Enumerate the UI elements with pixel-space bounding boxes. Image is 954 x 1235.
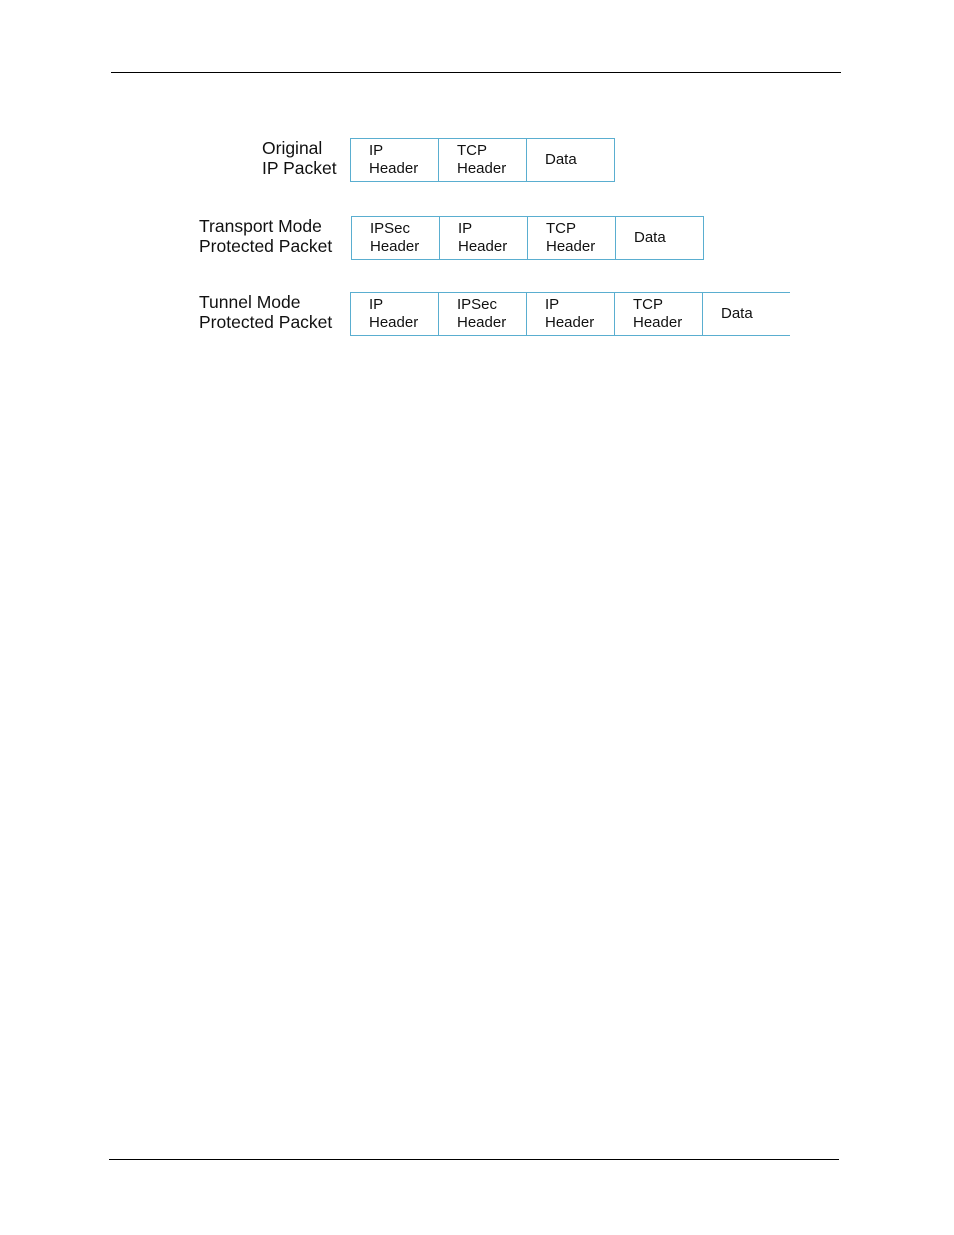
segment-line: Header xyxy=(546,238,596,255)
row-label-tunnel-mode xyxy=(199,292,332,332)
segment-tcp-header xyxy=(438,139,526,181)
footer-rule xyxy=(109,1159,839,1160)
segment-line: Header xyxy=(370,238,420,255)
segment-ipsec-header xyxy=(438,293,526,335)
segment-line: IP xyxy=(458,220,473,237)
segment-tcp-header xyxy=(614,293,702,335)
packet-row-transport-mode xyxy=(196,216,796,260)
segment-line: Header xyxy=(458,238,508,255)
segment-data xyxy=(526,139,615,181)
segment-line: Header xyxy=(369,314,419,331)
segment-line: Data xyxy=(634,229,666,246)
packet-row-tunnel-mode xyxy=(196,292,796,336)
segment-line: IPSec xyxy=(457,296,498,313)
row-label-original xyxy=(262,138,337,178)
packet-segments xyxy=(351,216,704,260)
packet-segments xyxy=(350,292,790,336)
segment-line: Data xyxy=(545,151,577,168)
segment-ip-header xyxy=(439,217,527,259)
segment-line: TCP xyxy=(457,142,487,159)
segment-ip-header xyxy=(350,139,438,181)
header-rule xyxy=(111,72,841,73)
segment-line: IPSec xyxy=(370,220,411,237)
segment-line: IP xyxy=(369,142,384,159)
ipsec-packet-diagram xyxy=(196,128,796,340)
segment-tcp-header xyxy=(527,217,615,259)
row-label-line: Protected Packet xyxy=(199,236,333,256)
packet-row-original xyxy=(196,138,796,182)
segment-data xyxy=(702,293,790,335)
segment-ip-header xyxy=(350,293,438,335)
segment-line: Data xyxy=(721,305,753,322)
segment-line: Header xyxy=(457,314,507,331)
segment-line: Header xyxy=(369,160,419,177)
packet-segments xyxy=(350,138,615,182)
segment-line: TCP xyxy=(546,220,576,237)
segment-line: IP xyxy=(369,296,384,313)
segment-ip-header xyxy=(526,293,614,335)
row-label-line: IP Packet xyxy=(262,158,337,178)
segment-line: Header xyxy=(545,314,595,331)
segment-line: Header xyxy=(633,314,683,331)
row-label-line: Original xyxy=(262,138,323,158)
segment-line: IP xyxy=(545,296,560,313)
segment-line: TCP xyxy=(633,296,663,313)
segment-data xyxy=(615,217,704,259)
segment-line: Header xyxy=(457,160,507,177)
row-label-line: Protected Packet xyxy=(199,312,333,332)
row-label-line: Tunnel Mode xyxy=(199,292,301,312)
row-label-line: Transport Mode xyxy=(199,216,322,236)
segment-ipsec-header xyxy=(351,217,439,259)
row-label-transport-mode xyxy=(199,216,332,256)
